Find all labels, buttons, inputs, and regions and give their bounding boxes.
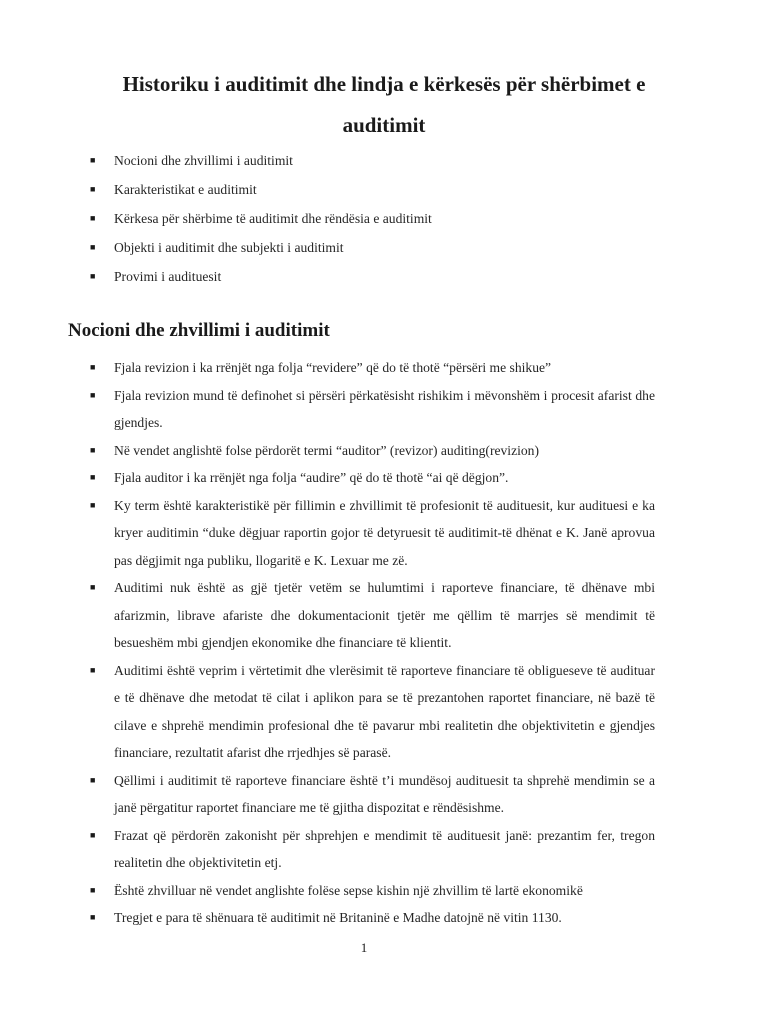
bullet-icon: ■ <box>90 582 96 592</box>
list-item <box>0 767 655 822</box>
section-heading: Nocioni dhe zhvillimi i auditimit <box>68 320 330 341</box>
page-number: 1 <box>360 940 368 955</box>
list-item <box>0 354 655 382</box>
list-item <box>0 464 655 492</box>
list-item-text: Objekti i auditimit dhe subjekti i auditimit <box>114 240 344 255</box>
document-title-line-1: Historiku i auditimit dhe lindja e kërkesës për shërbimet e <box>122 72 646 96</box>
list-item-text: Ky term është karakteristikë për fillimin e zhvillimit të profesionit të audituesit, kur audituesi e ka kryer auditimin “duke dëgjuar raportin gojor të detyruesit të auditimit-të dhënat e K. Janë aprovua pas dëgjimit nga publiku, llogaritë e K. Lexuar me zë. <box>114 497 655 568</box>
list-item-text: Fjala revizion mund të definohet si përsëri përkatësisht rishikim i mëvonshëm i procesit afarist dhe gjendjes. <box>114 387 655 430</box>
list-item-text: Qëllimi i auditimit të raporteve financiare është t’i mundësoj audituesit ta shprehë mendimin se a janë përgatitur raportet financiare me të gjitha dispozitat e rëndësishme. <box>114 772 655 815</box>
list-item-text: Nocioni dhe zhvillimi i auditimit <box>114 153 293 168</box>
list-item <box>0 437 655 465</box>
section-bullet-list <box>0 354 655 932</box>
list-item <box>0 204 655 233</box>
bullet-icon: ■ <box>90 389 96 400</box>
bullet-icon: ■ <box>90 242 96 252</box>
topics-list <box>0 146 655 291</box>
list-item <box>0 877 655 905</box>
list-item-text: Fjala revizion i ka rrënjët nga folja “revidere” që do të thotë “përsëri me shikue” <box>114 360 552 375</box>
list-item-text: Frazat që përdorën zakonisht për shprehjen e mendimit të audituesit janë: prezantim fer, tregon realitetin dhe objektivitetin etj. <box>114 827 655 870</box>
bullet-icon: ■ <box>90 184 96 194</box>
list-item <box>0 904 655 932</box>
bullet-icon: ■ <box>90 884 96 895</box>
document-title-line-2: auditimit <box>342 113 426 137</box>
bullet-icon: ■ <box>90 271 96 281</box>
list-item-text: Fjala auditor i ka rrënjët nga folja “audire” që do të thotë “ai që dëgjon”. <box>114 470 509 485</box>
list-item <box>0 492 655 575</box>
list-item <box>0 146 655 175</box>
bullet-icon: ■ <box>90 362 96 372</box>
list-item-text: Karakteristikat e auditimit <box>114 182 257 197</box>
bullet-icon: ■ <box>90 213 96 223</box>
list-item <box>0 262 655 291</box>
list-item <box>0 382 655 437</box>
bullet-icon: ■ <box>90 829 96 840</box>
bullet-icon: ■ <box>90 444 96 455</box>
list-item-text: Provimi i audituesit <box>114 269 222 284</box>
bullet-icon: ■ <box>90 155 96 165</box>
list-item-text: Është zhvilluar në vendet anglishte folëse sepse kishin një zhvillim të lartë ekonomikë <box>114 882 583 898</box>
bullet-icon: ■ <box>90 499 96 510</box>
bullet-icon: ■ <box>90 664 96 675</box>
list-item <box>0 657 655 767</box>
list-item <box>0 233 655 262</box>
list-item <box>0 822 655 877</box>
list-item-text: Auditimi nuk është as gjë tjetër vetëm se hulumtimi i raporteve financiare, të dhënave mbi afarizmin, librave afariste dhe dokumentacionit tjetër me qëllim të marrjes së mendimit të besueshëm mbi gjendjen ekonomike dhe financiare të klientit. <box>114 580 655 650</box>
list-item-text: Kërkesa për shërbime të auditimit dhe rëndësia e auditimit <box>114 211 432 226</box>
list-item-text: Në vendet anglishtë folse përdorët termi “auditor” (revizor) auditing(revizion) <box>114 442 540 458</box>
list-item <box>0 574 655 657</box>
bullet-icon: ■ <box>90 472 96 482</box>
list-item-text: Tregjet e para të shënuara të auditimit në Britaninë e Madhe datojnë në vitin 1130. <box>114 910 562 925</box>
list-item-text: Auditimi është veprim i vërtetimit dhe vlerësimit të raporteve financiare të obligueseve të audituar e të dhënave dhe metodat të cilat i aplikon para se të prezantohen raportet financiare, në bazë të cilave e shprehë mendimin profesional dhe të pavarur mbi realitetin dhe objektivitetin e gjendjes financiare, rezultatit afarist dhe rrjedhjes së parasë. <box>114 662 655 760</box>
bullet-icon: ■ <box>90 912 96 922</box>
bullet-icon: ■ <box>90 774 96 785</box>
list-item <box>0 175 655 204</box>
